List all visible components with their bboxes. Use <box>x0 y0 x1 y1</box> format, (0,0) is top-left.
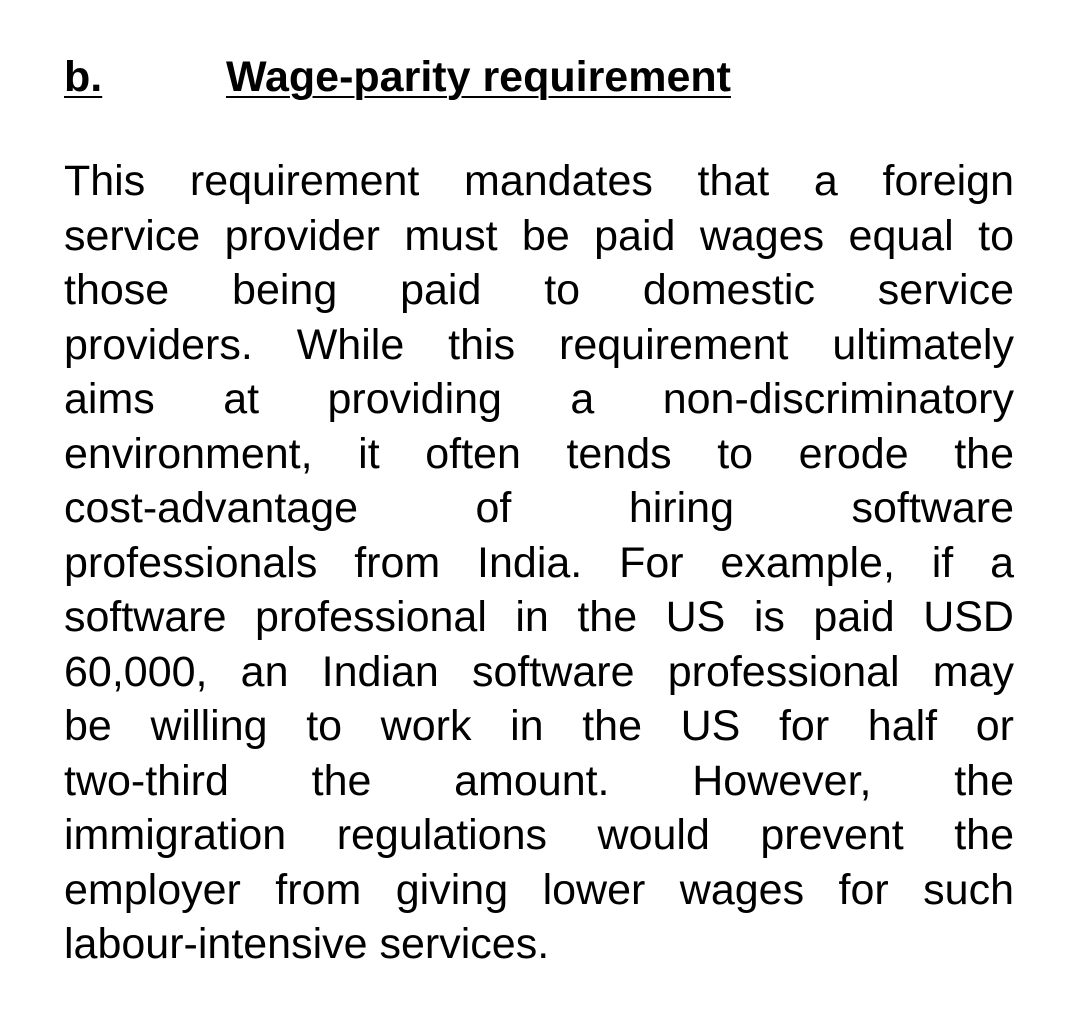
body-paragraph <box>64 154 1014 972</box>
section-marker: b. <box>64 53 103 101</box>
paragraph-line: cost-advantage of hiring software <box>64 484 1014 532</box>
paragraph-line: 60,000, an Indian software professional may <box>64 647 1014 696</box>
paragraph-line: This requirement mandates that a foreign <box>64 157 1014 205</box>
paragraph-line: professionals from India. For example, if a <box>64 538 1014 587</box>
paragraph-line: service provider must be paid wages equal to <box>64 211 1014 260</box>
paragraph-line: employer from giving lower wages for such <box>64 865 1014 914</box>
paragraph-line: be willing to work in the US for half or <box>64 702 1014 750</box>
paragraph-line: aims at providing a non-discriminatory <box>64 375 1014 423</box>
paragraph-line: immigration regulations would prevent the <box>64 811 1014 859</box>
paragraph-line: providers. While this requirement ultimately <box>64 320 1014 369</box>
document-page <box>64 48 1014 972</box>
paragraph-line: software professional in the US is paid USD <box>64 593 1014 641</box>
paragraph-line: those being paid to domestic service <box>64 266 1014 314</box>
section-title: Wage-parity requirement <box>226 53 731 101</box>
paragraph-line: labour-intensive services. <box>64 920 550 968</box>
paragraph-line: two-third the amount. However, the <box>64 756 1014 805</box>
paragraph-line: environment, it often tends to erode the <box>64 429 1014 478</box>
section-heading <box>64 48 1014 106</box>
